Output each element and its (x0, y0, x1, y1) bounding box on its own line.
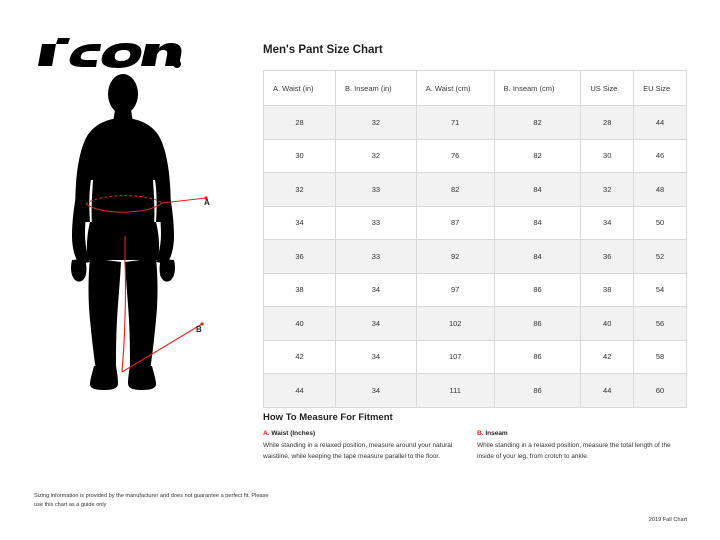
cell-inseam-cm: 84 (494, 173, 581, 207)
cell-eu-size: 60 (634, 374, 687, 408)
measure-label-b: B (196, 325, 202, 334)
cell-inseam-cm: 86 (494, 340, 581, 374)
marker-b: B. (477, 430, 484, 437)
cell-eu-size: 56 (634, 307, 687, 341)
cell-eu-size: 50 (634, 206, 687, 240)
cell-waist-cm: 87 (416, 206, 494, 240)
cell-waist-cm: 102 (416, 307, 494, 341)
table-row (264, 240, 687, 274)
size-chart-table (263, 70, 687, 408)
cell-inseam-cm: 84 (494, 240, 581, 274)
marker-a: A. (263, 430, 270, 437)
cell-inseam-in: 33 (336, 206, 417, 240)
cell-waist-in: 40 (264, 307, 336, 341)
cell-eu-size: 58 (634, 340, 687, 374)
cell-waist-in: 34 (264, 206, 336, 240)
cell-inseam-cm: 84 (494, 206, 581, 240)
column-header-eu-size: EU Size (634, 71, 687, 106)
cell-us-size: 30 (581, 139, 634, 173)
how-to-measure-item-waist (263, 430, 459, 462)
cell-waist-cm: 76 (416, 139, 494, 173)
table-row (264, 340, 687, 374)
cell-us-size: 40 (581, 307, 634, 341)
column-header-waist-in: A. Waist (in) (264, 71, 336, 106)
how-to-measure-section (263, 412, 687, 462)
column-header-inseam-in: B. Inseam (in) (336, 71, 417, 106)
cell-waist-cm: 111 (416, 374, 494, 408)
table-row (264, 273, 687, 307)
measure-description-waist: While standing in a relaxed position, measure around your natural waistline, while keeping the tape measure parallel to the floor. (263, 442, 453, 460)
cell-waist-in: 38 (264, 273, 336, 307)
cell-waist-in: 44 (264, 374, 336, 408)
cell-inseam-in: 34 (336, 307, 417, 341)
cell-us-size: 44 (581, 374, 634, 408)
cell-waist-cm: 71 (416, 106, 494, 140)
measure-name-waist: Waist (Inches) (271, 430, 316, 437)
column-header-inseam-cm: B. Inseam (cm) (494, 71, 581, 106)
cell-us-size: 38 (581, 273, 634, 307)
cell-waist-in: 36 (264, 240, 336, 274)
footer-disclaimer: Sizing information is provided by the manufacturer and does not guarantee a perfect fit. Please use this chart as a guide only (34, 493, 269, 508)
cell-inseam-cm: 86 (494, 273, 581, 307)
cell-inseam-in: 33 (336, 240, 417, 274)
cell-eu-size: 52 (634, 240, 687, 274)
measure-name-inseam: Inseam (485, 430, 508, 437)
measure-label-a: A (204, 198, 210, 207)
cell-us-size: 34 (581, 206, 634, 240)
table-row (264, 374, 687, 408)
column-header-us-size: US Size (581, 71, 634, 106)
cell-inseam-in: 32 (336, 106, 417, 140)
body-figure (30, 72, 240, 402)
cell-eu-size: 46 (634, 139, 687, 173)
cell-inseam-in: 33 (336, 173, 417, 207)
table-row (264, 173, 687, 207)
cell-inseam-cm: 86 (494, 307, 581, 341)
brand-logo (34, 32, 184, 72)
cell-waist-in: 30 (264, 139, 336, 173)
cell-inseam-cm: 86 (494, 374, 581, 408)
cell-waist-in: 28 (264, 106, 336, 140)
cell-us-size: 42 (581, 340, 634, 374)
cell-us-size: 32 (581, 173, 634, 207)
cell-us-size: 36 (581, 240, 634, 274)
measure-description-inseam: While standing in a relaxed position, measure the total length of the inside of your leg, from crotch to ankle. (477, 442, 671, 460)
how-to-measure-title: How To Measure For Fitment (263, 412, 393, 423)
cell-waist-cm: 92 (416, 240, 494, 274)
page-title: Men's Pant Size Chart (263, 44, 383, 56)
cell-inseam-in: 34 (336, 374, 417, 408)
cell-waist-cm: 97 (416, 273, 494, 307)
cell-inseam-in: 32 (336, 139, 417, 173)
cell-waist-in: 42 (264, 340, 336, 374)
cell-inseam-cm: 82 (494, 139, 581, 173)
footer-edition: 2019 Fall Chart (648, 517, 687, 523)
table-row (264, 206, 687, 240)
cell-eu-size: 54 (634, 273, 687, 307)
cell-waist-cm: 107 (416, 340, 494, 374)
cell-us-size: 28 (581, 106, 634, 140)
table-header-row (264, 71, 687, 106)
cell-waist-in: 32 (264, 173, 336, 207)
table-row (264, 139, 687, 173)
cell-eu-size: 44 (634, 106, 687, 140)
cell-eu-size: 48 (634, 173, 687, 207)
how-to-measure-item-inseam (477, 430, 673, 462)
cell-inseam-in: 34 (336, 273, 417, 307)
column-header-waist-cm: A. Waist (cm) (416, 71, 494, 106)
cell-inseam-in: 34 (336, 340, 417, 374)
silhouette (71, 74, 175, 390)
table-row (264, 106, 687, 140)
table-row (264, 307, 687, 341)
cell-inseam-cm: 82 (494, 106, 581, 140)
cell-waist-cm: 82 (416, 173, 494, 207)
